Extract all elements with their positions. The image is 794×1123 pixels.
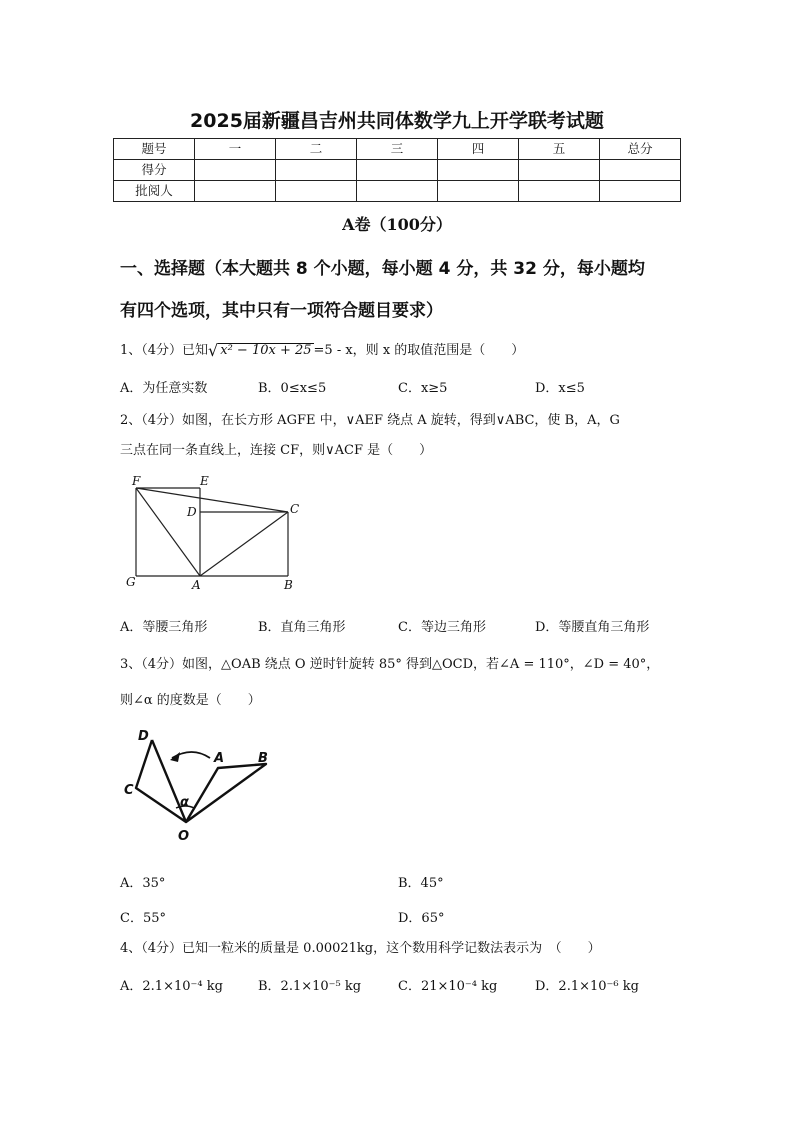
q1-option-c: C．x≥5 [398, 381, 448, 396]
score-cell [195, 181, 276, 202]
question-2-line2: 三点在同一条直线上，连接 CF，则∨ACF 是（ ） [120, 443, 433, 458]
sqrt-icon: √ [208, 341, 219, 360]
q2-option-a: A．等腰三角形 [120, 620, 208, 635]
segment-ac [200, 512, 288, 576]
score-header-cell: 四 [438, 139, 519, 160]
q1-radicand: x² − 10x + 25 [220, 343, 312, 358]
segment-fc [136, 488, 288, 512]
score-header-cell: 五 [519, 139, 600, 160]
score-header-cell: 一 [195, 139, 276, 160]
q3-option-d: D．65° [398, 911, 445, 926]
label-d: D [187, 505, 197, 519]
score-cell [195, 160, 276, 181]
score-table [113, 138, 681, 202]
score-table-row [114, 181, 681, 202]
score-table-header-row [114, 139, 681, 160]
score-cell [276, 181, 357, 202]
question-1 [120, 339, 524, 358]
label-b: B [258, 751, 268, 766]
q1-suffix: =5 - x，则 x 的取值范围是（ ） [313, 343, 525, 358]
score-cell [357, 181, 438, 202]
label-e: E [200, 474, 209, 488]
question-3-line2: 则∠α 的度数是（ ） [120, 693, 261, 708]
label-c: C [290, 502, 300, 516]
score-header-cell: 二 [276, 139, 357, 160]
q2-option-d: D．等腰直角三角形 [535, 620, 650, 635]
label-a: A [214, 751, 225, 766]
volume-title: A卷（100分） [342, 215, 452, 234]
score-cell [519, 181, 600, 202]
question-4: 4、（4分）已知一粒米的质量是 0.00021kg，这个数用科学记数法表示为 （ ） [120, 941, 601, 956]
triangle-ocd [136, 740, 186, 822]
score-cell [357, 160, 438, 181]
q3-option-a: A．35° [120, 876, 166, 891]
q2-option-c: C．等边三角形 [398, 620, 486, 635]
label-f: F [132, 474, 141, 488]
label-b: B [284, 578, 293, 592]
section-heading-line2: 有四个选项，其中只有一项符合题目要求） [120, 301, 443, 321]
score-header-cell: 三 [357, 139, 438, 160]
label-o: O [178, 829, 190, 844]
triangle-rotation-figure [118, 722, 288, 850]
q4-option-a: A．2.1×10⁻⁴ kg [120, 979, 223, 994]
score-row-label: 得分 [114, 160, 195, 181]
q1-option-b: B．0≤x≤5 [258, 381, 327, 396]
score-cell [276, 160, 357, 181]
q1-option-d: D．x≤5 [535, 381, 585, 396]
question-2-line1: 2、（4分）如图，在长方形 AGFE 中，∨AEF 绕点 A 旋转，得到∨ABC，使 B，A，G [120, 413, 620, 428]
score-table-row [114, 160, 681, 181]
q4-option-d: D．2.1×10⁻⁶ kg [535, 979, 639, 994]
q4-option-b: B．2.1×10⁻⁵ kg [258, 979, 362, 994]
q3-option-b: B．45° [398, 876, 444, 891]
label-a: A [192, 578, 201, 592]
score-header-cell: 总分 [600, 139, 681, 160]
q3-option-c: C．55° [120, 911, 166, 926]
score-header-cell: 题号 [114, 139, 195, 160]
arrow-head-icon [170, 752, 180, 762]
label-d: D [138, 729, 149, 744]
q1-option-a: A．为任意实数 [120, 381, 208, 396]
label-alpha: α [180, 795, 189, 810]
score-cell [600, 160, 681, 181]
triangle-oab [186, 764, 266, 822]
exam-title: 2025届新疆昌吉州共同体数学九上开学联考试题 [190, 110, 604, 132]
score-row-label: 批阅人 [114, 181, 195, 202]
segment-fa [136, 488, 200, 576]
q1-prefix: 1、（4分）已知 [120, 343, 209, 358]
section-heading-line1: 一、选择题（本大题共 8 个小题，每小题 4 分，共 32 分，每小题均 [120, 259, 645, 279]
q2-option-b: B．直角三角形 [258, 620, 346, 635]
label-g: G [126, 575, 136, 589]
label-c: C [124, 783, 134, 798]
score-cell [600, 181, 681, 202]
question-3-line1: 3、（4分）如图，△OAB 绕点 O 逆时针旋转 85° 得到△OCD，若∠A = 110°，∠D = 40°， [120, 657, 660, 672]
rectangle-rotation-figure [118, 472, 318, 596]
score-cell [438, 181, 519, 202]
q4-option-c: C．21×10⁻⁴ kg [398, 979, 498, 994]
score-cell [519, 160, 600, 181]
score-cell [438, 160, 519, 181]
